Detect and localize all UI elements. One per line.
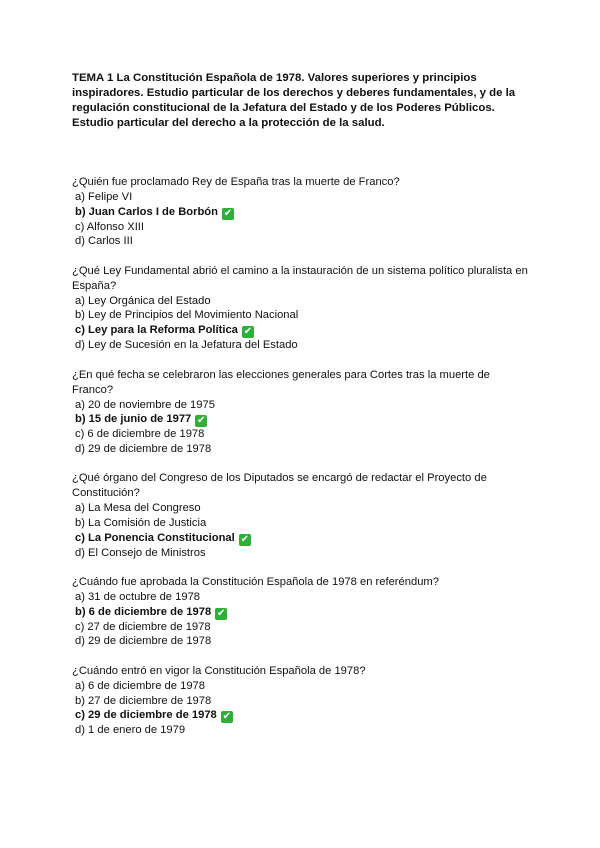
question-block <box>72 471 532 560</box>
answer-option <box>75 427 532 442</box>
answer-option-label: d) 29 de diciembre de 1978 <box>75 442 212 455</box>
correct-answer-option <box>75 605 532 620</box>
check-mark-icon: ✔ <box>216 607 226 619</box>
question-block <box>72 175 532 249</box>
question-text: ¿Qué Ley Fundamental abrió el camino a la instauración de un sistema político pluralista en España? <box>72 264 528 292</box>
answer-options <box>72 590 532 649</box>
question-block <box>72 664 532 738</box>
answer-option-label: c) Ley para la Reforma Política <box>75 323 238 336</box>
answer-option-label: b) La Comisión de Justicia <box>75 516 207 529</box>
answer-option <box>75 501 532 516</box>
answer-option <box>75 294 532 309</box>
answer-option-label: c) 6 de diciembre de 1978 <box>75 428 205 441</box>
answer-option-label: a) Ley Orgánica del Estado <box>75 294 211 307</box>
answer-option <box>75 398 532 413</box>
answer-option <box>75 442 532 457</box>
question-block <box>72 264 532 353</box>
check-mark-icon: ✔ <box>222 711 231 723</box>
answer-option <box>75 620 532 635</box>
check-mark-icon: ✔ <box>197 415 206 427</box>
answer-option-label: a) 20 de noviembre de 1975 <box>75 398 215 411</box>
answer-option <box>75 308 532 323</box>
answer-option-label: c) 29 de diciembre de 1978 <box>75 709 217 722</box>
answer-option <box>75 234 532 249</box>
answer-option <box>75 546 532 561</box>
correct-answer-option <box>75 323 532 338</box>
question-text: ¿Quién fue proclamado Rey de España tras la muerte de Franco? <box>72 176 400 188</box>
answer-option-label: d) 29 de diciembre de 1978 <box>75 635 212 648</box>
answer-option-label: b) 27 de diciembre de 1978 <box>75 694 212 707</box>
question-text: ¿Cuándo fue aprobada la Constitución Española de 1978 en referéndum? <box>72 576 439 589</box>
check-mark-icon: ✔ <box>240 533 249 545</box>
check-mark-icon: ✔ <box>223 207 233 219</box>
question-text: ¿Qué órgano del Congreso de los Diputados se encargó de redactar el Proyecto de Constitución? <box>72 472 487 500</box>
answer-options <box>72 398 532 457</box>
answer-option-label: d) Carlos III <box>75 235 133 248</box>
answer-option-label: a) 31 de octubre de 1978 <box>75 591 201 604</box>
answer-option <box>75 694 532 709</box>
correct-answer-option <box>75 412 532 427</box>
correct-answer-option <box>75 205 532 220</box>
question-block <box>72 368 532 457</box>
answer-option-label: b) Ley de Principios del Movimiento Nacional <box>75 309 299 322</box>
question-block <box>72 575 532 649</box>
answer-option-label: a) 6 de diciembre de 1978 <box>75 679 205 692</box>
answer-options <box>72 294 532 353</box>
answer-option <box>75 590 532 605</box>
answer-option <box>75 516 532 531</box>
check-mark-icon: ✔ <box>243 325 253 337</box>
answer-option-label: a) Felipe VI <box>75 191 133 203</box>
answer-option <box>75 220 532 235</box>
correct-answer-option <box>75 531 532 546</box>
answer-options <box>72 190 532 249</box>
answer-option-label: c) 27 de diciembre de 1978 <box>75 620 211 633</box>
answer-option-label: d) 1 de enero de 1979 <box>75 724 186 737</box>
answer-option <box>75 679 532 694</box>
correct-answer-option <box>75 708 532 723</box>
answer-option-label: d) El Consejo de Ministros <box>75 546 206 559</box>
quiz-list <box>72 175 532 753</box>
answer-option <box>75 190 532 205</box>
answer-option-label: c) Alfonso XIII <box>75 220 145 233</box>
answer-option-label: a) La Mesa del Congreso <box>75 502 201 515</box>
answer-option <box>75 723 532 738</box>
answer-option-label: b) 15 de junio de 1977 <box>75 413 192 426</box>
question-text: ¿Cuándo entró en vigor la Constitución Española de 1978? <box>72 664 366 677</box>
answer-option-label: d) Ley de Sucesión en la Jefatura del Estado <box>75 338 298 351</box>
answer-option <box>75 338 532 353</box>
answer-options <box>72 501 532 560</box>
answer-options <box>72 679 532 738</box>
answer-option-label: c) La Ponencia Constitucional <box>75 531 235 544</box>
answer-option-label: b) Juan Carlos I de Borbón <box>75 205 218 218</box>
answer-option-label: b) 6 de diciembre de 1978 <box>75 605 212 618</box>
answer-option <box>75 634 532 649</box>
document-title: TEMA 1 La Constitución Española de 1978. Valores superiores y principios inspiradores. Estudio particular de los derechos y deberes fundamentales, y de la regulación constitucional de la Jefatura del Estado y de los Poderes Públicos. Estudio particular del derecho a la protección de la salud. <box>72 72 516 129</box>
question-text: ¿En qué fecha se celebraron las elecciones generales para Cortes tras la muerte de Franco? <box>72 368 490 396</box>
